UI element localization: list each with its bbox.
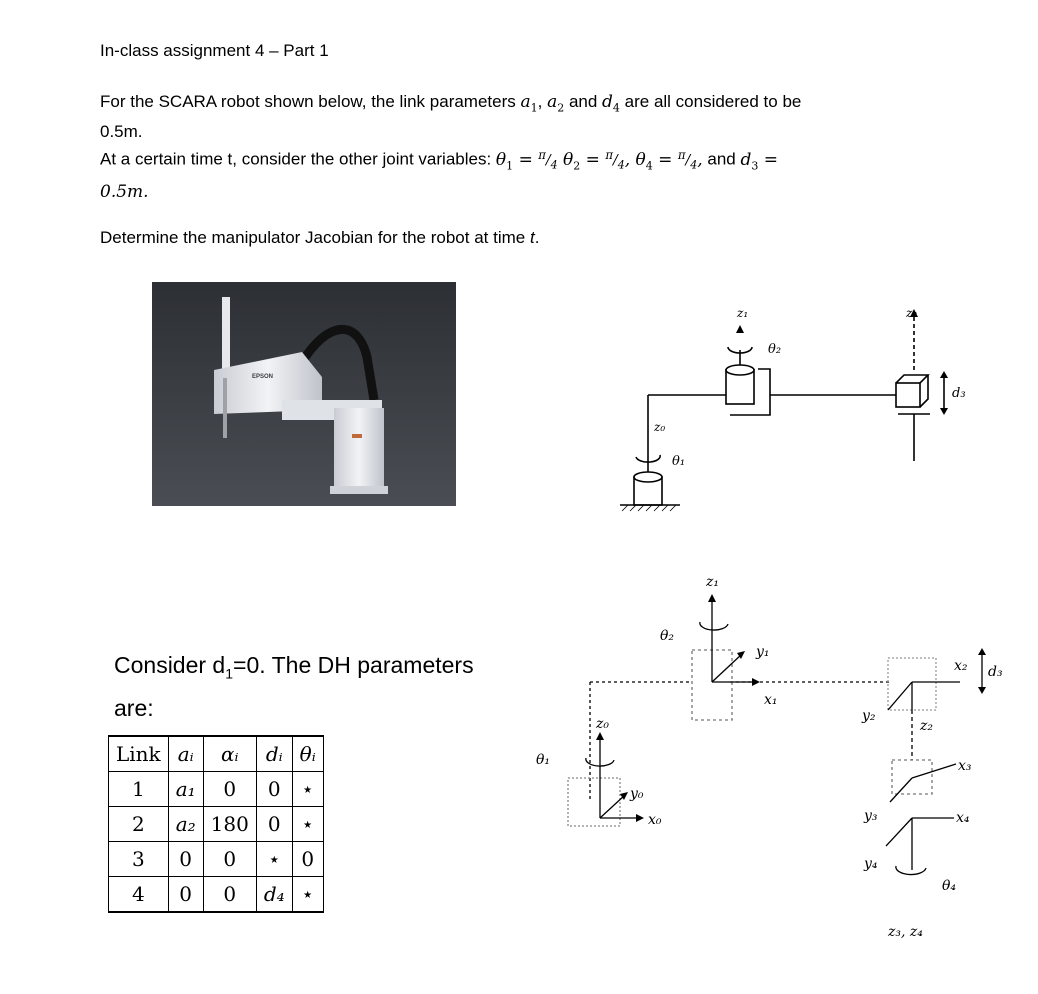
label-y2: y₂: [862, 708, 876, 724]
table-cell: d₄: [256, 877, 292, 913]
label-x2: x₂: [954, 658, 968, 674]
label-y0: y₀: [630, 786, 644, 802]
table-row: [109, 807, 324, 842]
table-cell: 0: [256, 807, 292, 842]
statement-text: 0.5m.: [100, 182, 149, 203]
table-cell: 3: [109, 842, 169, 877]
label-y4: y₄: [864, 856, 878, 872]
table-cell: 0: [203, 842, 256, 877]
label-z1: z₁: [737, 306, 749, 320]
scara-schematic-top: [600, 295, 1000, 525]
label-x1: x₁: [764, 692, 778, 708]
statement-text: and: [707, 149, 736, 169]
table-cell: 0: [256, 772, 292, 807]
table-cell: 0: [168, 877, 203, 913]
sep: and: [564, 92, 603, 111]
table-cell: a₁: [168, 772, 203, 807]
statement-text: At a certain time t, consider the other joint variables:: [100, 149, 496, 169]
problem-statement-2: At a certain time t, consider the other joint variables: $\theta_1 = ^\pi/_4$ $\theta_2 = ^\pi/_4$, $\theta_4 = ^\pi/_4$, and $d_3$ = 0.5m.: [100, 144, 1000, 203]
label-theta1: θ₁: [536, 752, 551, 768]
problem-statement-1: For the SCARA robot shown below, the link parameters $a_1$, $a_2$ and $d_4$ are all considered to be 0.5m.: [100, 91, 1000, 143]
robot-photo-illustration: [152, 282, 456, 506]
table-row: [109, 772, 324, 807]
header-a: aᵢ: [168, 736, 203, 772]
joint-values: $\theta_1 = ^\pi/_4$ $\theta_2 = ^\pi/_4$, $\theta_4 = ^\pi/_4$,: [495, 148, 703, 173]
label-theta1: θ₁: [672, 454, 686, 469]
dh-parameter-table: [108, 735, 324, 913]
label-y3: y₃: [864, 808, 878, 824]
frames-diagram: [530, 570, 1010, 950]
table-cell: 0: [292, 842, 323, 877]
statement-text: 0.5m.: [100, 122, 143, 142]
label-x3: x₃: [958, 758, 972, 774]
table-cell: 0: [203, 877, 256, 913]
table-cell: ⋆: [292, 807, 323, 842]
label-y1: y₁: [756, 644, 770, 660]
sep: ,: [537, 92, 548, 111]
header-d: dᵢ: [256, 736, 292, 772]
label-z2: z₂: [906, 306, 918, 320]
header-theta: θᵢ: [292, 736, 323, 772]
statement-text: For the SCARA robot shown below, the link parameters: [100, 92, 521, 111]
header-link: Link: [109, 736, 169, 772]
dh-caption: [114, 648, 534, 725]
scara-robot-photo: [152, 282, 456, 506]
table-cell: a₂: [168, 807, 203, 842]
label-theta4: θ₄: [942, 878, 957, 894]
photo-brand-label: EPSON: [252, 374, 274, 380]
label-d3: d₃: [952, 386, 966, 401]
header-alpha: αᵢ: [203, 736, 256, 772]
caption-text: =0. The DH parameters: [233, 652, 474, 678]
label-theta2: θ₂: [660, 628, 675, 644]
table-cell: 0: [203, 772, 256, 807]
table-cell: ⋆: [256, 842, 292, 877]
label-z0: z₀: [654, 420, 666, 434]
label-z3-z4: z₃, z₄: [888, 924, 923, 940]
task-statement: [100, 227, 539, 249]
table-cell: ⋆: [292, 877, 323, 913]
label-d3: d₃: [988, 664, 1003, 680]
label-z0: z₀: [596, 716, 609, 732]
label-x4: x₄: [956, 810, 970, 826]
table-cell: 4: [109, 877, 169, 913]
table-cell: 0: [168, 842, 203, 877]
task-text: Determine the manipulator Jacobian for the robot at time: [100, 228, 530, 247]
label-z1: z₁: [706, 574, 719, 590]
caption-text: Consider d: [114, 652, 226, 678]
caption-sub: 1: [225, 665, 234, 682]
table-row: [109, 877, 324, 913]
table-cell: 2: [109, 807, 169, 842]
table-cell: 1: [109, 772, 169, 807]
table-cell: 180: [203, 807, 256, 842]
table-cell: ⋆: [292, 772, 323, 807]
label-theta2: θ₂: [768, 342, 782, 357]
label-z2: z₂: [920, 718, 933, 734]
table-row: [109, 842, 324, 877]
task-text: t: [529, 228, 535, 247]
label-x0: x₀: [648, 812, 662, 828]
caption-text: are:: [114, 694, 154, 721]
assignment-heading: In-class assignment 4 – Part 1: [100, 41, 329, 60]
table-header-row: [109, 736, 324, 772]
statement-text: are all considered to be: [619, 92, 802, 111]
task-text: .: [534, 228, 540, 247]
